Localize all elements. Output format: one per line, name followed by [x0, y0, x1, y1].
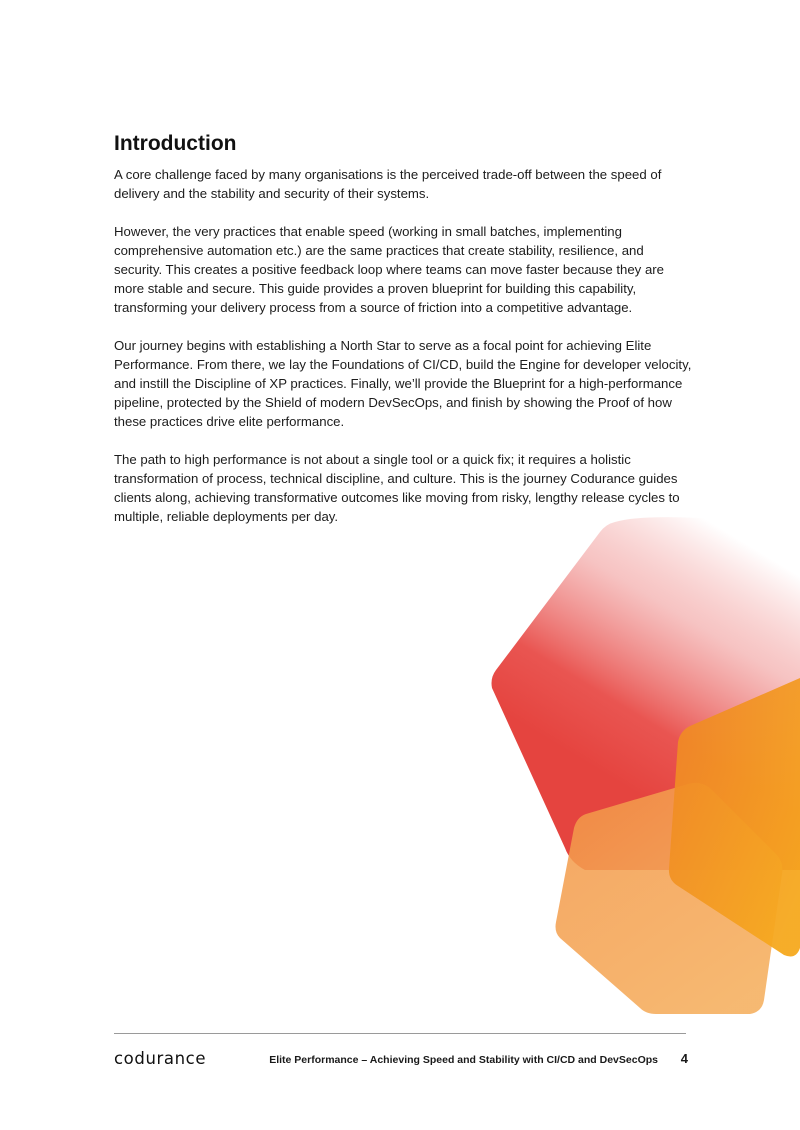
paragraph: Our journey begins with establishing a North Star to serve as a focal point for achieving Elite Performance. From there, we lay the Foundations of CI/CD, build the Engine for developer velocity, and instill the Discipline of XP practices. Finally, we’ll provide the Blueprint for a high-performance pipeline, protected by the Shield of modern DevSecOps, and finish by showing the Proof of how these practices drive elite performance. [114, 338, 692, 429]
logo-wordmark: codurance [114, 1049, 207, 1068]
footer-divider [114, 1033, 686, 1034]
section-title: Introduction [114, 132, 237, 155]
introduction-section [114, 131, 694, 545]
page-number: 4 [680, 1051, 688, 1066]
paragraph: The path to high performance is not about a single tool or a quick fix; it requires a holistic transformation of process, technical discipline, and culture. This is the journey Codurance guides clients along, achieving transformative outcomes like moving from risky, lengthy release cycles to multiple, reliable deployments per day. [114, 452, 680, 524]
footer-document-title: Elite Performance – Achieving Speed and Stability with CI/CD and DevSecOps [269, 1054, 658, 1066]
codurance-logo [114, 1048, 206, 1070]
paragraph: A core challenge faced by many organisations is the perceived trade-off between the speed of delivery and the stability and security of their systems. [114, 167, 662, 201]
paragraph: However, the very practices that enable speed (working in small batches, implementing comprehensive automation etc.) are the same practices that create stability, resilience, and security. This creates a positive feedback loop where teams can move faster because they are more stable and secure. This guide provides a proven blueprint for building this capability, transforming your delivery process from a source of friction into a competitive advantage. [114, 224, 665, 315]
